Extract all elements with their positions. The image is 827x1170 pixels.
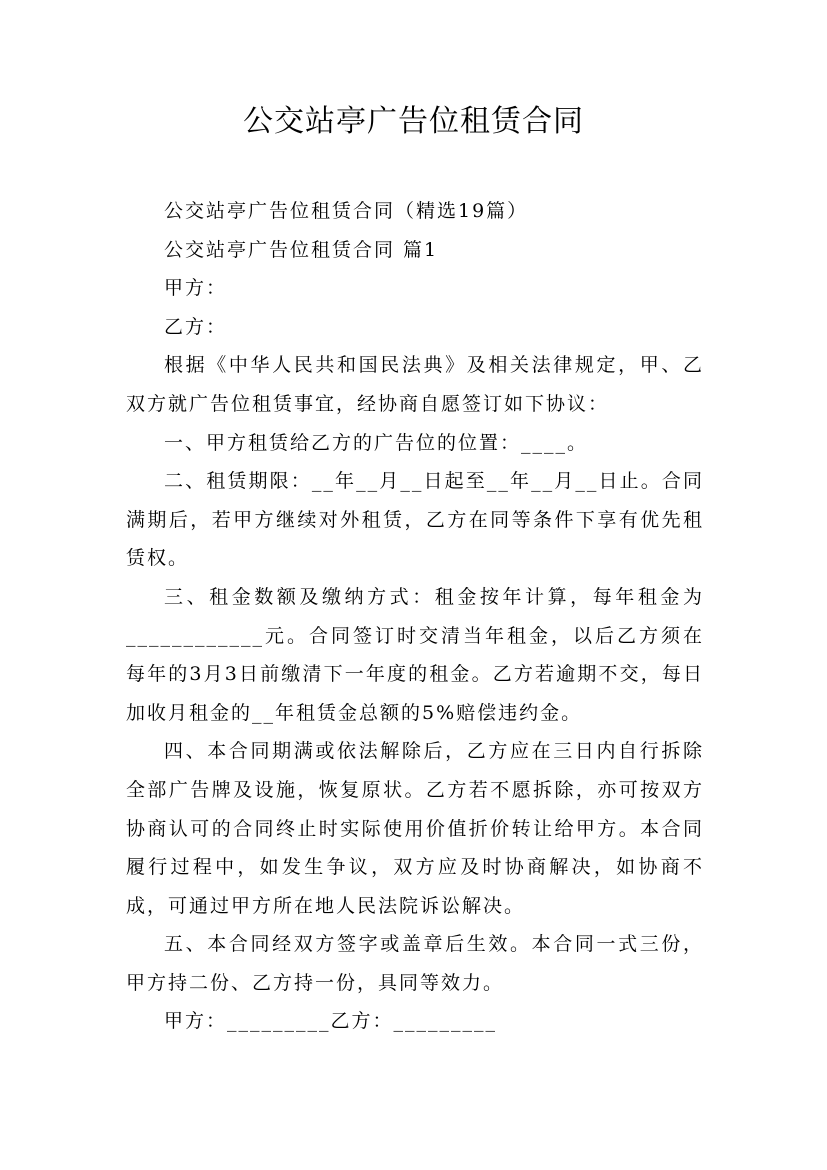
subtitle-paragraph: 公交站亭广告位租赁合同（精选19篇）: [164, 200, 529, 222]
party-b-line: 乙方：: [164, 315, 228, 338]
clause-3-rent: 三、租金数额及缴纳方式：租金按年计算，每年租金为____________元。合同签订时交清当年租金，以后乙方须在每年的3月3日前缴清下一年度的租金。乙方若逾期不交，每日加收月租金的__年租赁金总额的5%赔偿违约金。: [126, 585, 704, 724]
document-title: 公交站亭广告位租赁合同: [243, 104, 584, 139]
section-heading: 公交站亭广告位租赁合同 篇1: [164, 238, 439, 261]
clause-2-term: 二、租赁期限：__年__月__日起至__年__月__日止。合同满期后，若甲方继续对外租赁，乙方在同等条件下享有优先租赁权。: [126, 470, 704, 570]
clause-4-termination: 四、本合同期满或依法解除后，乙方应在三日内自行拆除全部广告牌及设施，恢复原状。乙方若不愿拆除，亦可按双方协商认可的合同终止时实际使用价值折价转让给甲方。本合同履行过程中，如发生争议，双方应及时协商解决，如协商不成，可通过甲方所在地人民法院诉讼解决。: [126, 740, 704, 917]
clause-5-effect: 五、本合同经双方签字或盖章后生效。本合同一式三份，甲方持二份、乙方持一份，具同等效力。: [126, 933, 704, 994]
clause-1-location: 一、甲方租赁给乙方的广告位的位置：____。: [164, 431, 589, 454]
document-body: [126, 192, 704, 1041]
signature-line: 甲方：_________乙方：_________: [164, 1010, 498, 1033]
preamble-paragraph: 根据《中华人民共和国民法典》及相关法律规定，甲、乙双方就广告位租赁事宜，经协商自愿签订如下协议：: [126, 354, 704, 415]
party-a-line: 甲方：: [164, 277, 228, 300]
